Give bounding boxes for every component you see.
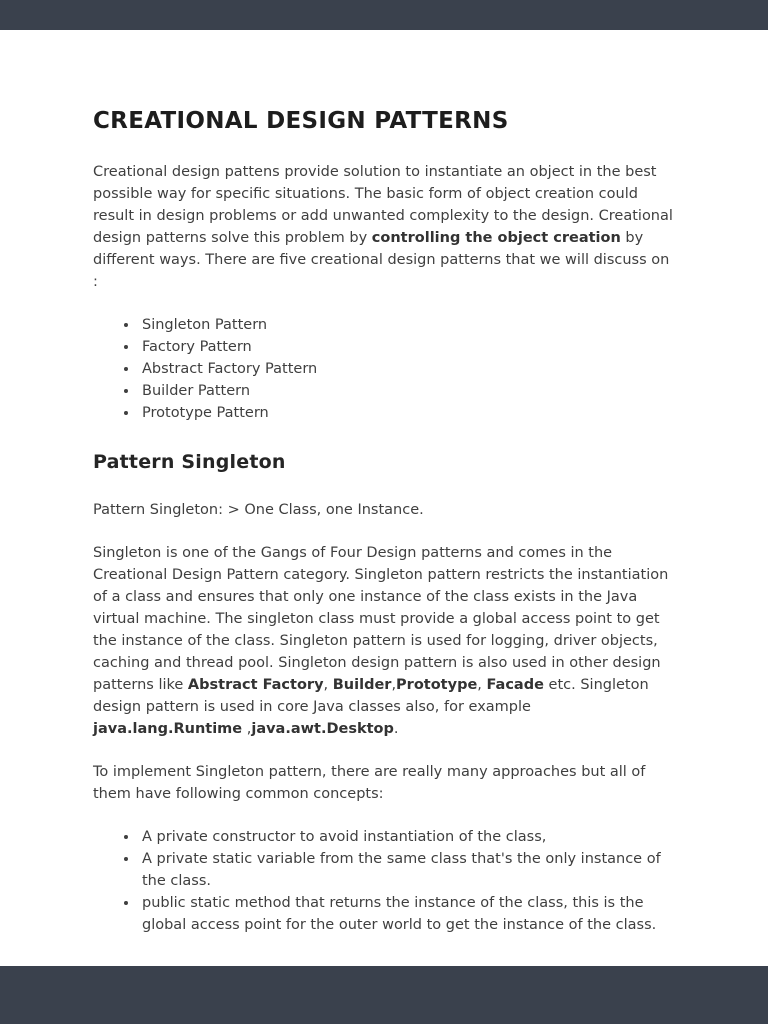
text-run: , bbox=[477, 677, 487, 693]
singleton-paragraph bbox=[93, 542, 678, 740]
bold-text-run: Builder bbox=[332, 677, 392, 693]
text-run: etc. Singleton design pattern is used in core Java classes also, for example bbox=[93, 677, 649, 715]
document-title: CREATIONAL DESIGN PATTERNS bbox=[93, 108, 509, 134]
viewer-top-bar bbox=[0, 0, 768, 30]
text-run: , bbox=[323, 677, 333, 693]
text-run: , bbox=[391, 677, 397, 693]
document-page bbox=[0, 30, 768, 966]
text-run: Creational design pattens provide solution to instantiate an object in the best possible way for specific situations. The basic form of object creation could result in design problems or add unwanted complexity to the design. Creational design patterns solve this problem by bbox=[93, 164, 673, 246]
bold-text-run: Prototype bbox=[396, 677, 478, 693]
list-item: • Factory Pattern bbox=[139, 336, 678, 358]
list-item: • public static method that returns the instance of the class, this is the global access point for the outer world to get the instance of the class. bbox=[139, 892, 678, 936]
bold-text-run: Facade bbox=[486, 677, 544, 693]
list-item: • A private constructor to avoid instantiation of the class, bbox=[139, 826, 678, 848]
list-item: • Abstract Factory Pattern bbox=[139, 358, 678, 380]
singleton-tagline: Pattern Singleton: > One Class, one Instance. bbox=[93, 502, 424, 518]
patterns-list bbox=[93, 314, 678, 424]
text-run: by different ways. There are five creational design patterns that we will discuss on : bbox=[93, 230, 670, 290]
list-item: • A private static variable from the same class that's the only instance of the class. bbox=[139, 848, 678, 892]
implementation-paragraph: To implement Singleton pattern, there are really many approaches but all of them have following common concepts: bbox=[93, 764, 646, 802]
bold-text-run: java.lang.Runtime bbox=[93, 721, 243, 737]
text-run: . bbox=[393, 721, 399, 737]
bold-text-run: controlling the object creation bbox=[371, 230, 621, 246]
viewer-bottom-bar bbox=[0, 966, 768, 1024]
list-item: • Prototype Pattern bbox=[139, 402, 678, 424]
bold-text-run: java.awt.Desktop bbox=[251, 721, 394, 737]
concepts-list bbox=[93, 826, 678, 936]
text-run: , bbox=[242, 721, 252, 737]
list-item: • Builder Pattern bbox=[139, 380, 678, 402]
bold-text-run: Abstract Factory bbox=[187, 677, 324, 693]
intro-paragraph bbox=[93, 161, 678, 293]
list-item: • Singleton Pattern bbox=[139, 314, 678, 336]
text-run: Singleton is one of the Gangs of Four Design patterns and comes in the Creational Design Pattern category. Singleton pattern restricts the instantiation of a class and ensures that only one instance of the class exists in the Java virtual machine. The singleton class must provide a global access point to get the instance of the class. Singleton pattern is used for logging, driver objects, caching and thread pool. Singleton design pattern is also used in other design patterns like bbox=[93, 545, 669, 693]
section-heading-pattern-singleton: Pattern Singleton bbox=[93, 451, 286, 473]
